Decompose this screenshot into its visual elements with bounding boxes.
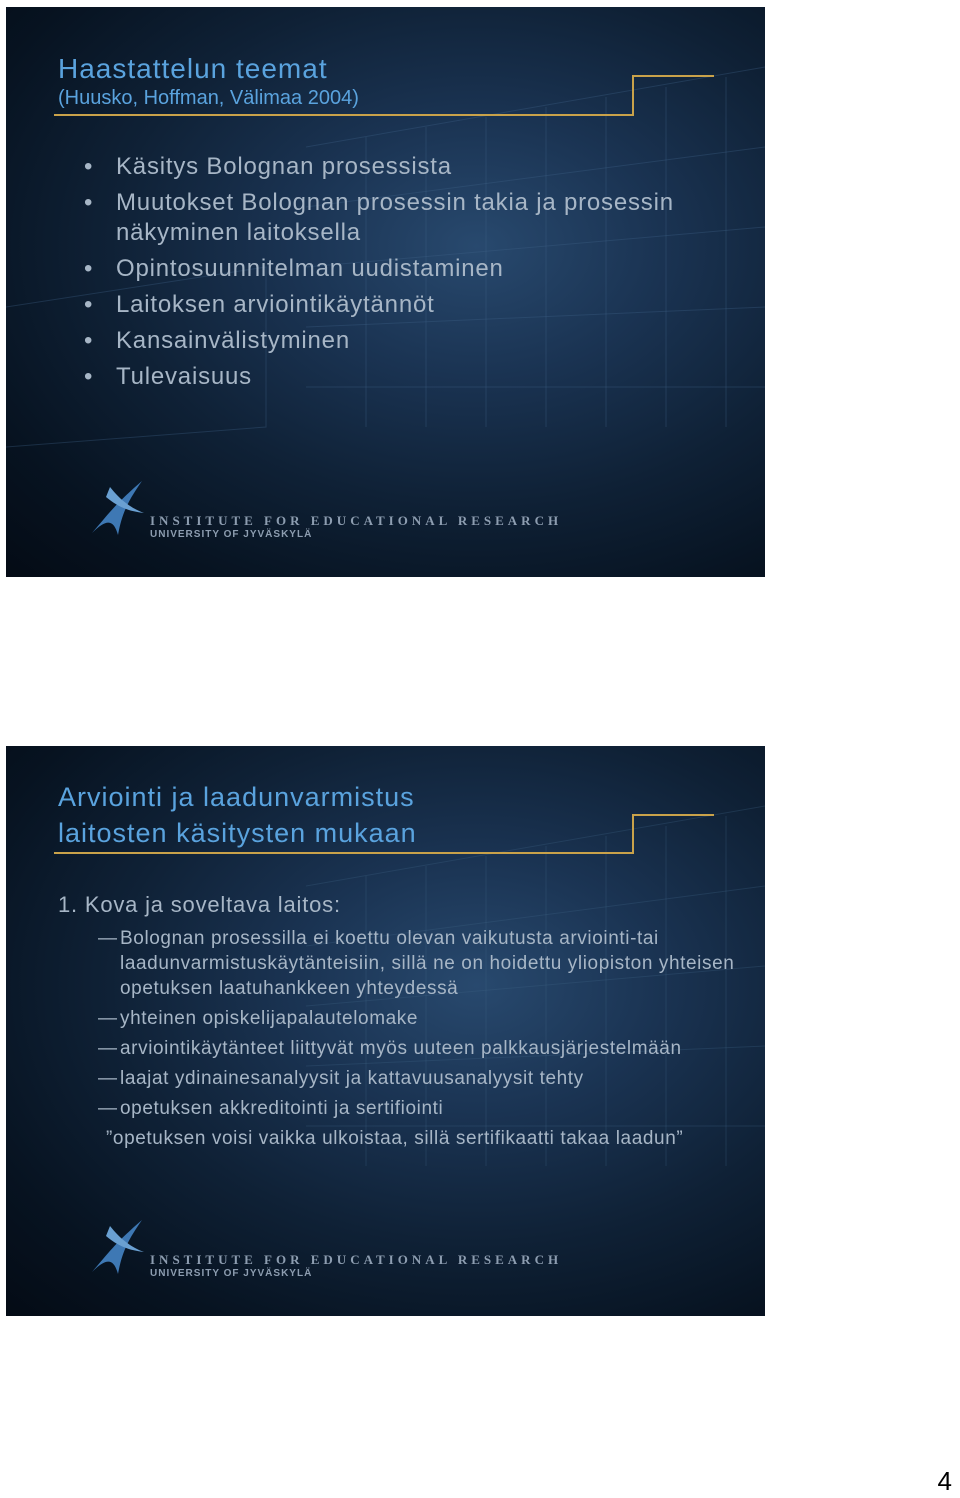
sub-item: — opetuksen akkreditointi ja sertifiointi <box>98 1096 738 1121</box>
title-underline <box>54 114 634 116</box>
bullet-item: • Laitoksen arviointikäytännöt <box>116 290 676 320</box>
slide-title-line-2: laitosten käsitysten mukaan <box>58 818 417 848</box>
frame-top <box>632 75 714 77</box>
bullet-item: • Opintosuunnitelman uudistaminen <box>116 254 676 284</box>
frame-corner <box>632 814 634 854</box>
frame-corner <box>632 75 634 116</box>
title-underline <box>54 852 634 854</box>
slide-1 <box>6 7 765 577</box>
numbered-point: 1. Kova ja soveltava laitos: <box>58 892 341 917</box>
frame-top <box>632 814 714 816</box>
logo-text-institute: INSTITUTE FOR EDUCATIONAL RESEARCH <box>150 513 563 528</box>
logo-text-university: UNIVERSITY OF JYVÄSKYLÄ <box>150 1268 313 1279</box>
bullet-item: • Tulevaisuus <box>116 362 676 392</box>
slide-subtitle: (Huusko, Hoffman, Välimaa 2004) <box>58 87 359 109</box>
quote-text: ”opetuksen voisi vaikka ulkoistaa, sillä sertifikaatti takaa laadun” <box>106 1128 684 1149</box>
bullet-item: • Käsitys Bolognan prosessista <box>116 152 676 182</box>
bullet-item: • Kansainvälistyminen <box>116 326 676 356</box>
slide-title-line-1: Arviointi ja laadunvarmistus <box>58 782 415 812</box>
logo-text-university: UNIVERSITY OF JYVÄSKYLÄ <box>150 529 313 540</box>
institute-logo-icon <box>88 477 148 539</box>
page-number: 4 <box>937 1466 952 1496</box>
sub-item: — laajat ydinainesanalyysit ja kattavuusanalyysit tehty <box>98 1066 738 1091</box>
institute-logo-icon <box>88 1216 148 1278</box>
sub-item: — arviointikäytänteet liittyvät myös uuteen palkkausjärjestelmään <box>98 1036 738 1061</box>
sub-item-list <box>98 926 738 1156</box>
sub-item: — Bolognan prosessilla ei koettu olevan vaikutusta arviointi-tai laadunvarmistuskäytänteisiin, sillä ne on hoidettu yliopiston yhteisen opetuksen laatuhankkeen yhteydessä <box>98 926 738 1001</box>
slide-2 <box>6 746 765 1316</box>
bullet-item: • Muutokset Bolognan prosessin takia ja prosessin näkyminen laitoksella <box>116 188 676 248</box>
bullet-list <box>116 152 676 398</box>
logo-text-institute: INSTITUTE FOR EDUCATIONAL RESEARCH <box>150 1252 563 1267</box>
sub-item: — yhteinen opiskelijapalautelomake <box>98 1006 738 1031</box>
slide-title: Haastattelun teemat <box>58 53 328 84</box>
